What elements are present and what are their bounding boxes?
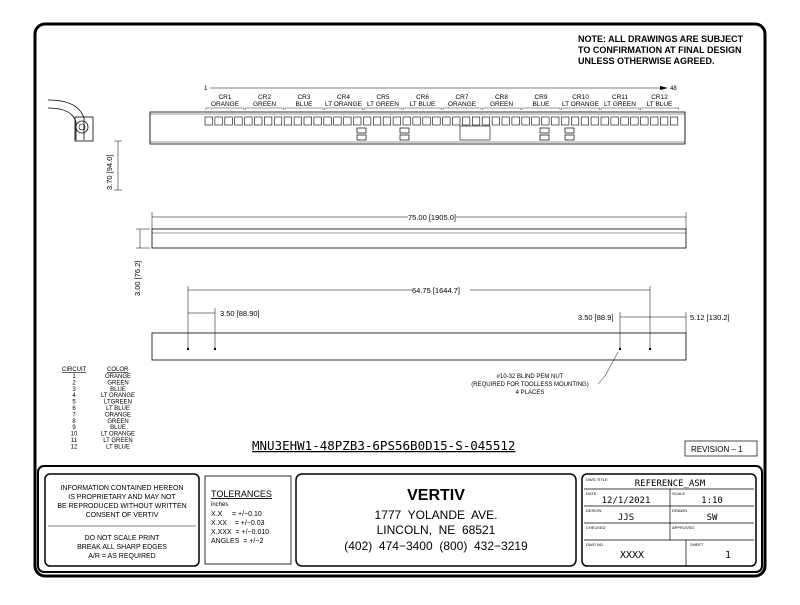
table-row-color: BLUE — [110, 386, 126, 393]
circuit-bracket — [443, 108, 481, 110]
table-row-circuit: 2 — [72, 380, 76, 387]
design-value: JJS — [617, 513, 635, 523]
proprietary-line-2: IS PROPRIETARY AND MAY NOT — [68, 494, 176, 501]
proprietary-line-1: INFORMATION CONTAINED HEREON — [60, 485, 184, 492]
circuit-label-color: LT GREEN — [604, 101, 636, 108]
circuit-label-cr: CR12 — [651, 94, 668, 101]
circuit-bracket — [246, 108, 284, 110]
outlet — [334, 117, 342, 125]
circuit-bracket — [522, 108, 560, 110]
outlet — [453, 117, 461, 125]
table-row-circuit: 4 — [72, 393, 76, 400]
table-row-color: LTGREEN — [104, 399, 132, 406]
circuit-bracket — [285, 108, 323, 110]
circuit-label-row — [206, 94, 679, 110]
company-phone: (402) 474−3400 (800) 432−3219 — [344, 539, 528, 553]
outlet — [423, 117, 431, 125]
breaker — [540, 135, 549, 140]
circuit-label-color: ORANGE — [447, 101, 477, 108]
outlet — [591, 117, 599, 125]
outlet-end-label: 48 — [670, 86, 677, 92]
outlet — [373, 117, 381, 125]
outlet — [482, 117, 490, 125]
outlet — [255, 117, 263, 125]
circuit-color-table — [62, 367, 135, 450]
outlet — [324, 117, 332, 125]
circuit-label-color: ORANGE — [210, 101, 240, 108]
outlet — [413, 117, 421, 125]
circuit-bracket — [562, 108, 600, 110]
date-label: DATE — [586, 491, 597, 496]
table-header-color: COLOR — [107, 367, 129, 373]
circuit-bracket — [206, 108, 244, 110]
circuit-label-color: BLUE — [532, 101, 550, 108]
table-row-color: GREEN — [107, 418, 129, 425]
outlet — [631, 117, 639, 125]
table-row-circuit: 10 — [70, 431, 78, 438]
outlet — [284, 117, 292, 125]
outlet — [581, 117, 589, 125]
table-row-circuit: 5 — [72, 399, 76, 406]
outlet — [641, 117, 649, 125]
breaker — [400, 135, 409, 140]
outlet — [522, 117, 530, 125]
circuit-label-color: LT BLUE — [646, 101, 673, 108]
bottom-view — [152, 285, 730, 396]
drawn-label: DRAWN — [672, 508, 687, 513]
outlet-view — [150, 112, 685, 144]
outlet — [393, 117, 401, 125]
front-height-dimension: 3.00 [76.2] — [133, 260, 142, 296]
table-row-circuit: 6 — [72, 406, 76, 412]
breaker — [400, 128, 409, 133]
outlet — [344, 117, 352, 125]
company-address-1: 1777 YOLANDE AVE. — [374, 508, 498, 522]
circuit-label-cr: CR3 — [297, 94, 311, 101]
scale-value: 1:10 — [701, 496, 723, 506]
outlet — [245, 117, 253, 125]
sheet-label: SHEET — [690, 542, 704, 547]
circuit-label-cr: CR1 — [218, 94, 232, 101]
circuit-label-color: BLUE — [295, 101, 313, 108]
dwg-no-value: XXXX — [619, 550, 645, 561]
circuit-label-cr: CR8 — [494, 94, 509, 101]
table-row-color: BLUE — [110, 425, 126, 432]
outlet — [472, 117, 480, 125]
scale-note-line-1: DO NOT SCALE PRINT — [84, 535, 160, 542]
outlet — [225, 117, 233, 125]
circuit-bracket — [364, 108, 402, 110]
circuit-bracket — [404, 108, 442, 110]
outlet — [314, 117, 322, 125]
outlet — [561, 117, 569, 125]
table-row-color: ORANGE — [104, 412, 132, 419]
outlet — [443, 117, 451, 125]
table-row-circuit: 9 — [72, 425, 76, 432]
breaker — [357, 128, 366, 133]
design-label: DESIGN — [586, 508, 602, 513]
outlet — [462, 117, 470, 125]
circuit-label-color: GREEN — [489, 101, 514, 108]
outlet — [492, 117, 500, 125]
table-row-color: LT BLUE — [106, 406, 130, 412]
circuit-label-cr: CR10 — [572, 94, 589, 101]
pem-note-line-1: #10-32 BLIND PEM NUT — [496, 374, 564, 380]
outlet — [571, 117, 579, 125]
dwg-title: REFERENCE_ASM — [634, 479, 706, 489]
length-dimension: 75.00 [1905.0] — [408, 213, 456, 222]
drawn-value: SW — [706, 513, 718, 523]
outlet-range — [204, 86, 677, 92]
tolerance-row-1: X.X = +/−0.10 — [211, 511, 262, 518]
circuit-label-color: GREEN — [252, 101, 277, 108]
dwg-no-label: DWG NO. — [586, 542, 604, 547]
proprietary-line-3: BE REPRODUCED WITHOUT WRITTEN — [57, 503, 187, 510]
table-row-color: LT ORANGE — [100, 393, 136, 400]
table-row-color: GREEN — [107, 380, 129, 387]
circuit-label-color: LT BLUE — [409, 101, 436, 108]
company-address-2: LINCOLN, NE 68521 — [376, 523, 496, 537]
circuit-label-cr: CR5 — [376, 94, 390, 101]
side-height-dimension: 3.70 [94.0] — [105, 154, 114, 190]
scale-label: SCALE — [672, 491, 686, 496]
side-view — [48, 100, 122, 190]
outlet — [354, 117, 362, 125]
date-value: 12/1/2021 — [601, 496, 651, 506]
circuit-label-cr: CR11 — [611, 94, 629, 101]
outlet — [512, 117, 520, 125]
outlet — [205, 117, 213, 125]
circuit-bracket — [601, 108, 639, 110]
outlet — [215, 117, 223, 125]
outlet — [274, 117, 282, 125]
left-offset-dimension: 3.50 [88.90] — [220, 309, 260, 318]
outlet — [532, 117, 540, 125]
table-row-circuit: 1 — [72, 374, 76, 380]
outlet — [403, 117, 411, 125]
outlet — [611, 117, 619, 125]
outlet — [552, 117, 560, 125]
circuit-label-cr: CR6 — [415, 94, 430, 101]
right-offset-dimension: 3.50 [88.9] — [578, 313, 614, 322]
table-row-color: LT BLUE — [106, 444, 130, 451]
outlet — [660, 117, 668, 125]
outlet-array — [205, 117, 678, 140]
pem-note-line-3: 4 PLACES — [515, 390, 545, 396]
circuit-label-color: LT ORANGE — [325, 101, 362, 108]
breaker — [540, 128, 549, 133]
outlet — [264, 117, 272, 125]
breaker — [565, 135, 574, 140]
design-note — [578, 34, 744, 66]
table-row-circuit: 3 — [72, 386, 76, 393]
right-end-dimension: 5.12 [130.2] — [690, 313, 730, 322]
table-row-circuit: 7 — [72, 412, 76, 419]
circuit-bracket — [641, 108, 679, 110]
outlet — [235, 117, 243, 125]
breaker — [565, 128, 574, 133]
table-row-color: ORANGE — [104, 374, 132, 380]
circuit-label-cr: CR4 — [336, 94, 351, 101]
approved-label: APPROVED — [672, 525, 695, 530]
table-row-circuit: 11 — [70, 438, 78, 444]
outlet — [363, 117, 371, 125]
circuit-label-cr: CR9 — [534, 94, 548, 101]
breaker — [357, 135, 366, 140]
note-line-2: TO CONFIRMATION AT FINAL DESIGN — [578, 45, 742, 55]
outlet — [651, 117, 659, 125]
table-row-circuit: 8 — [72, 418, 76, 425]
outlet — [502, 117, 510, 125]
front-view — [133, 212, 686, 296]
company-name: VERTIV — [407, 487, 465, 504]
scale-note-line-2: BREAK ALL SHARP EDGES — [77, 544, 167, 551]
title-block — [38, 466, 762, 572]
circuit-label-color: LT GREEN — [367, 101, 399, 108]
pem-note-line-2: (REQUIRED FOR TOOLLESS MOUNTING) — [471, 382, 589, 388]
table-header-circuit: CIRCUIT — [62, 367, 87, 373]
outlet — [621, 117, 629, 125]
tolerance-row-3: X.XXX = +/−0.010 — [211, 529, 270, 536]
note-line-3: UNLESS OTHERWISE AGREED. — [578, 56, 715, 66]
revision-label: REVISION – 1 — [691, 445, 743, 454]
circuit-label-color: LT ORANGE — [562, 101, 599, 108]
outlet — [670, 117, 678, 125]
outlet — [542, 117, 550, 125]
outlet — [601, 117, 609, 125]
outlet — [383, 117, 391, 125]
outlet — [304, 117, 312, 125]
circuit-bracket — [325, 108, 363, 110]
tolerance-row-4: ANGLES = +/−2 — [211, 538, 264, 545]
sheet-value: 1 — [724, 550, 732, 561]
note-line-1: NOTE: ALL DRAWINGS ARE SUBJECT — [578, 34, 744, 44]
outlet — [294, 117, 302, 125]
proprietary-line-4: CONSENT OF VERTIV — [85, 512, 159, 519]
outlet — [433, 117, 441, 125]
outlet-start-label: 1 — [204, 86, 208, 92]
scale-note-line-3: A/R = AS REQUIRED — [88, 553, 156, 560]
checked-label: CHECKED — [586, 525, 606, 530]
circuit-label-cr: CR2 — [257, 94, 272, 101]
circuit-bracket — [483, 108, 521, 110]
tolerance-row-2: X.XX = +/−0.03 — [211, 520, 265, 527]
tolerances-units: inches — [211, 502, 229, 508]
mount-span-dimension: 64.75 [1644.7] — [412, 286, 460, 295]
dwg-title-label: DWG TITLE — [586, 477, 608, 482]
table-row-color: LT ORANGE — [100, 431, 136, 438]
tolerances-title: TOLERANCES — [211, 489, 272, 499]
table-row-circuit: 12 — [70, 444, 78, 451]
table-row-color: LT GREEN — [103, 438, 133, 444]
circuit-label-cr: CR7 — [455, 94, 469, 101]
part-number: MNU3EHW1-48PZB3-6PS56B0D15-S-045512 — [252, 438, 516, 453]
